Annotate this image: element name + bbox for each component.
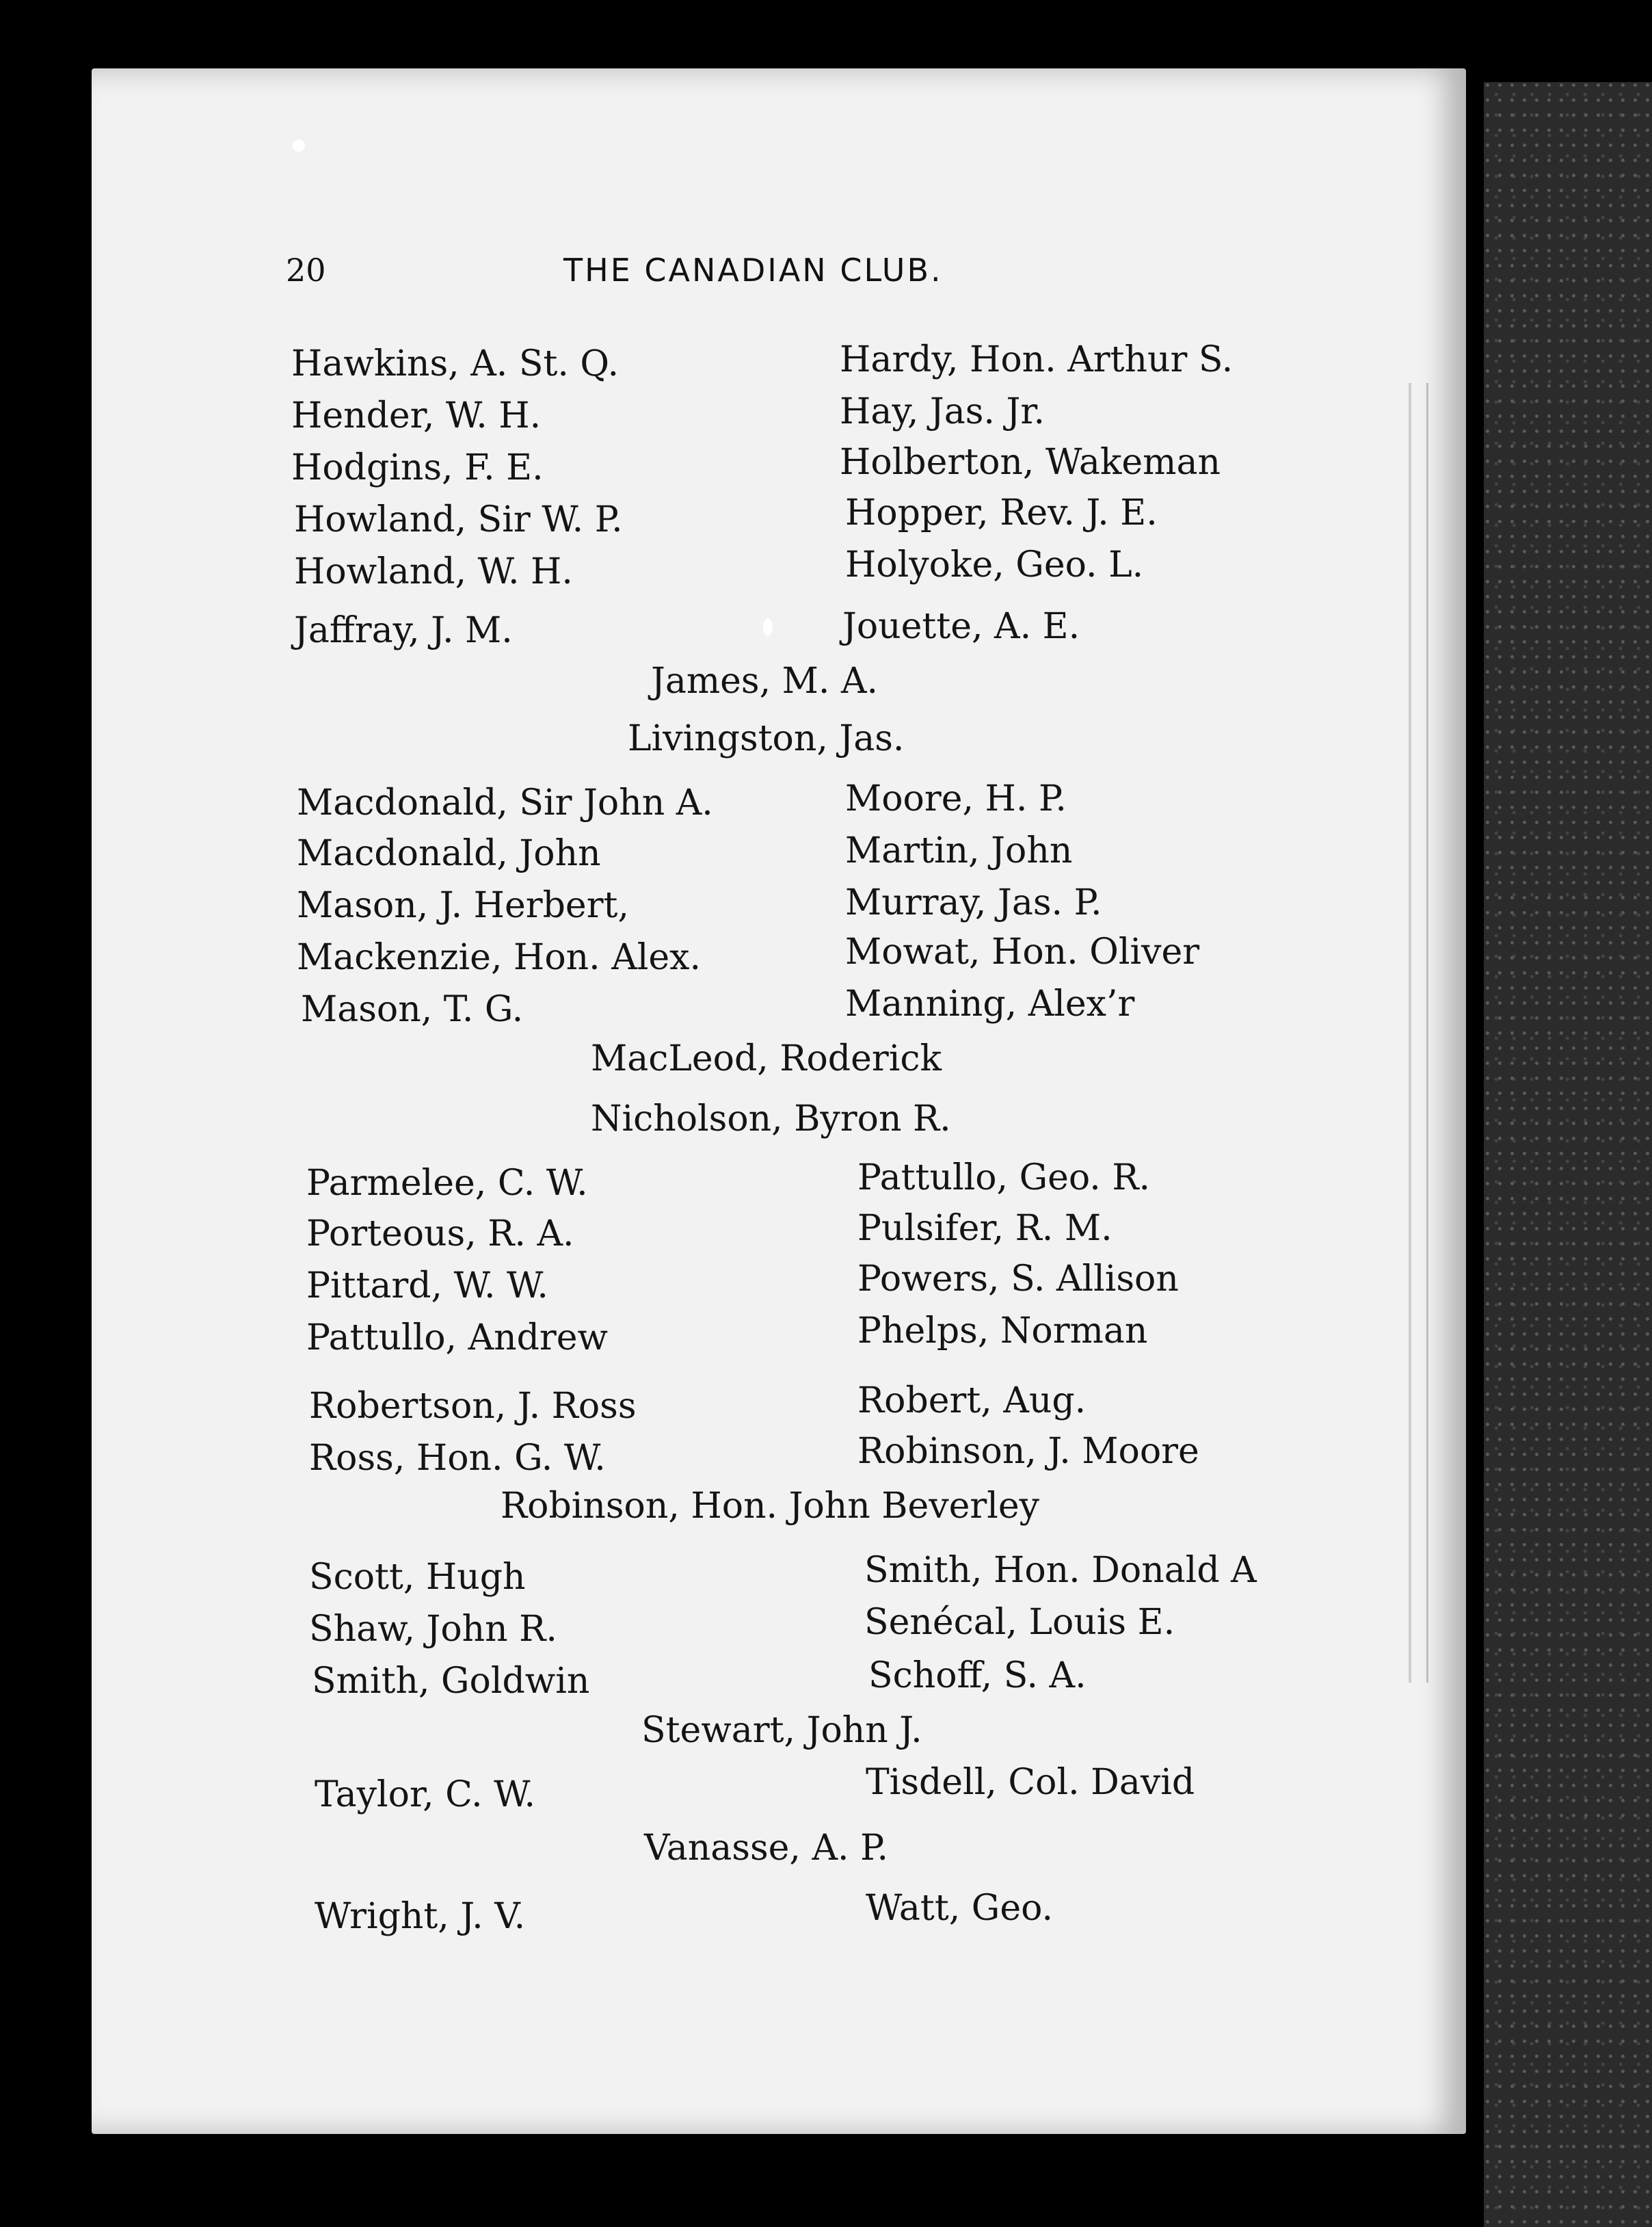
list-item: Livingston, Jas. xyxy=(628,718,905,759)
list-item: Holyoke, Geo. L. xyxy=(845,544,1144,585)
list-item: Ross, Hon. G. W. xyxy=(309,1438,606,1479)
list-item: Smith, Goldwin xyxy=(312,1661,590,1702)
list-item: MacLeod, Roderick xyxy=(591,1038,942,1079)
running-title: THE CANADIAN CLUB. xyxy=(563,252,943,289)
list-item: Tisdell, Col. David xyxy=(866,1762,1195,1803)
list-item: Taylor, C. W. xyxy=(315,1774,536,1815)
list-item: Hender, W. H. xyxy=(291,395,542,436)
list-item: Moore, H. P. xyxy=(845,778,1067,819)
list-item: Martin, John xyxy=(845,830,1073,871)
list-item: Jaffray, J. M. xyxy=(294,610,513,651)
list-item: Mowat, Hon. Oliver xyxy=(845,932,1200,973)
list-item: Nicholson, Byron R. xyxy=(591,1098,951,1139)
list-item: Robinson, J. Moore xyxy=(857,1431,1199,1472)
list-item: Shaw, John R. xyxy=(309,1609,557,1650)
page-number: 20 xyxy=(286,252,326,289)
list-item: Macdonald, Sir John A. xyxy=(297,782,713,823)
list-item: Mason, T. G. xyxy=(301,989,524,1030)
list-item: Macdonald, John xyxy=(297,833,601,874)
list-item: Smith, Hon. Donald A xyxy=(864,1550,1257,1591)
list-item: Murray, Jas. P. xyxy=(845,882,1102,923)
list-item: Pulsifer, R. M. xyxy=(857,1208,1113,1249)
list-item: Mackenzie, Hon. Alex. xyxy=(297,937,702,978)
list-item: Hopper, Rev. J. E. xyxy=(845,492,1158,533)
list-item: Jouette, A. E. xyxy=(842,606,1080,647)
list-item: Schoff, S. A. xyxy=(868,1655,1087,1696)
list-item: Manning, Alex’r xyxy=(845,984,1135,1025)
list-item: Scott, Hugh xyxy=(309,1557,526,1598)
list-item: Phelps, Norman xyxy=(857,1310,1148,1352)
list-item: Hawkins, A. St. Q. xyxy=(291,343,619,384)
list-item: Pittard, W. W. xyxy=(306,1265,548,1306)
list-item: Hodgins, F. E. xyxy=(291,447,544,488)
list-item: Pattullo, Geo. R. xyxy=(857,1157,1151,1198)
list-item: Mason, J. Herbert, xyxy=(297,885,629,926)
list-item: Stewart, John J. xyxy=(641,1710,922,1751)
list-item: Hay, Jas. Jr. xyxy=(840,391,1045,432)
list-item: Robert, Aug. xyxy=(857,1380,1087,1421)
list-item: Powers, S. Allison xyxy=(857,1259,1179,1300)
list-item: Howland, W. H. xyxy=(294,551,573,592)
list-item: Vanasse, A. P. xyxy=(644,1828,889,1869)
list-item: Watt, Geo. xyxy=(866,1888,1054,1929)
list-item: Senécal, Louis E. xyxy=(864,1602,1175,1643)
list-item: Wright, J. V. xyxy=(315,1896,526,1937)
list-item: Porteous, R. A. xyxy=(306,1213,574,1254)
list-item: Hardy, Hon. Arthur S. xyxy=(840,339,1234,380)
list-item: Robinson, Hon. John Beverley xyxy=(501,1486,1040,1527)
list-item: Pattullo, Andrew xyxy=(306,1317,609,1358)
list-item: Holberton, Wakeman xyxy=(840,442,1221,483)
list-item: Howland, Sir W. P. xyxy=(294,499,623,540)
list-item: Parmelee, C. W. xyxy=(306,1163,588,1204)
list-item: Robertson, J. Ross xyxy=(309,1386,637,1427)
list-item: James, M. A. xyxy=(651,661,879,702)
